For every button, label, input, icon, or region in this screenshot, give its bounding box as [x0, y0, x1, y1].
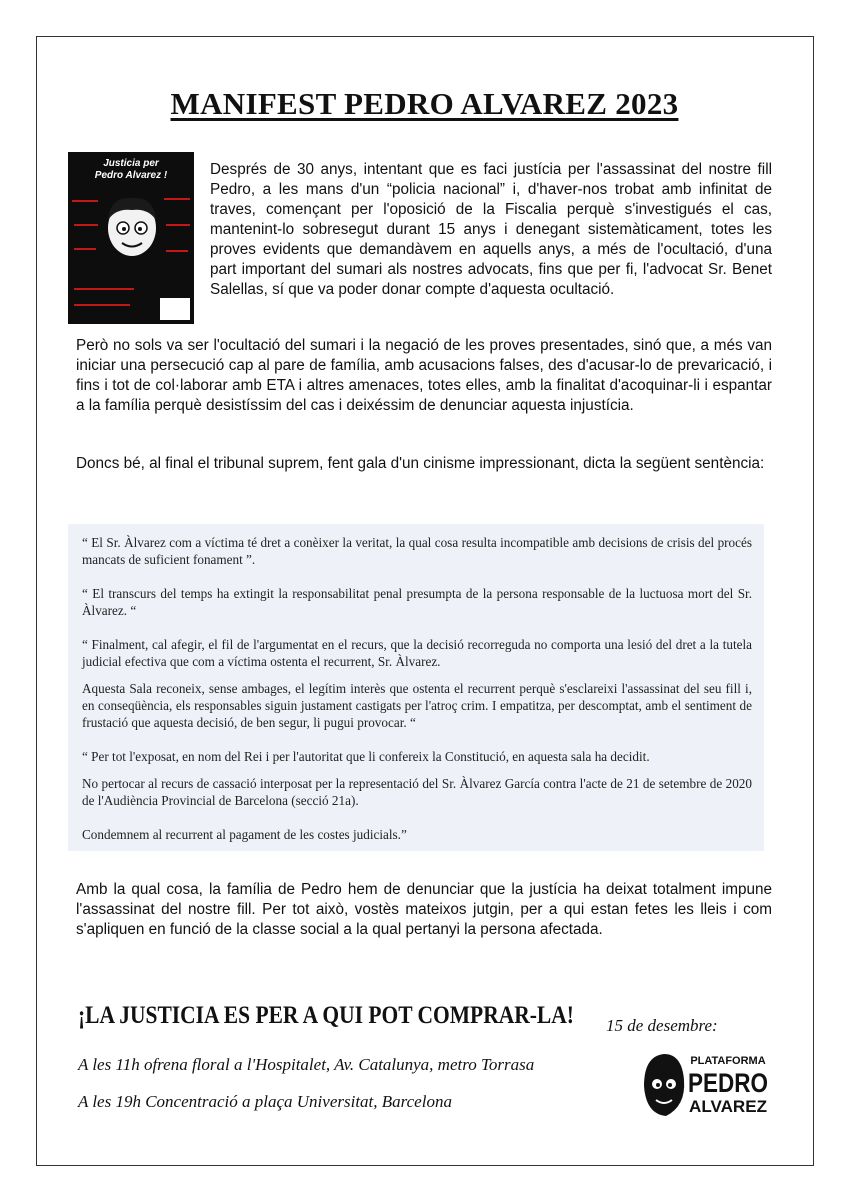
- event-offering: A les 11h ofrena floral a l'Hospitalet, Av. Catalunya, metro Torrasa: [78, 1055, 535, 1074]
- event-date: 15 de desembre:: [606, 1016, 718, 1035]
- conclusion-paragraph: Amb la qual cosa, la família de Pedro hem de denunciar que la justícia ha deixat totalment impune l'assassinat del nostre fill. Per tot això, vostès mateixos jutgin, per a qui estan fetes les lleis i com s'apliquen en funció de la classe social a la qual pertanyi la persona afectada.: [76, 881, 772, 938]
- event-rally: A les 19h Concentració a plaça Universitat, Barcelona: [78, 1092, 452, 1111]
- sentence-quote: Aquesta Sala reconeix, sense ambages, el legítim interès que ostenta el recurrent perquè s'esclareixi l'assassinat del seu fill i, en conseqüència, els responsables siguin justament castigats per l'atroç crim. I empatitza, per descomptat, amb el sentiment de frustació que aquesta decisió, de ben segur, li pugui provocar. “: [82, 681, 752, 730]
- sentence-quote: “ El transcurs del temps ha extingit la responsabilitat penal presumpta de la persona responsable de la luctuosa mort del Sr. Àlvarez. “: [82, 586, 752, 618]
- poster-decoration: [72, 200, 98, 202]
- poster-headline: Justicia per Pedro Alvarez !: [94, 158, 168, 181]
- poster-decoration: [74, 288, 134, 290]
- poster-decoration: [166, 224, 190, 226]
- sentence-quote: Condemnem al recurrent al pagament de les costes judicials.”: [82, 827, 407, 842]
- poster-decoration: [74, 224, 98, 226]
- plataforma-pedro-alvarez-logo: [642, 1050, 770, 1120]
- verdict-intro-paragraph: Doncs bé, al final el tribunal suprem, fent gala d'un cinisme impressionant, dicta la següent sentència:: [76, 455, 765, 472]
- campaign-poster-image: [68, 152, 194, 324]
- court-sentence-excerpt: [68, 524, 764, 851]
- page-title: MANIFEST PEDRO ALVAREZ 2023: [170, 86, 679, 121]
- poster-decoration: [164, 198, 190, 200]
- sentence-quote: No pertocar al recurs de cassació interposat per la representació del Sr. Àlvarez García contra l'acte de 21 de setembre de 2020 de l'Audiència Provincial de Barcelona (secció 21a).: [82, 776, 752, 808]
- poster-decoration: [74, 304, 130, 306]
- persecution-paragraph: Però no sols va ser l'ocultació del sumari i la negació de les proves presentades, sinó que, a més van iniciar una persecució cap al pare de família, amb acusacions falses, des d'acusar-lo de prevaricació, i fins i tot de col·laborar amb ETA i altres amenaces, totes elles, amb la finalitat d'acoquinar-li i espantar a la família perquè desistíssim del cas i deixéssim de denunciar aquesta injustícia.: [76, 337, 772, 414]
- poster-decoration: [74, 248, 96, 250]
- logo-face-icon: [644, 1054, 684, 1116]
- intro-paragraph: Després de 30 anys, intentant que es faci justícia per l'assassinat del nostre fill Pedro, a les mans d'un “policia nacional” i, d'haver-nos trobat amb infinitat de traves, començant per l'oposició de la Fiscalia perquè s'investigués el cas, mantenint-lo sobresegut durant 15 anys i denegant sistemàticament, totes les proves evidents que demandàvem en aquells anys, a més de l'ocultació, d'una part important del sumari als nostres advocats, fins que per fi, l'advocat Sr. Benet Salellas, sí que va poder donar compte d'aquesta ocultació.: [210, 161, 772, 298]
- poster-logo: [160, 298, 190, 320]
- sentence-quote: “ Per tot l'exposat, en nom del Rei i per l'autoritat que li confereix la Constitució, en aquesta sala ha decidit.: [82, 749, 650, 764]
- logo-line-1: PLATAFORMA: [690, 1055, 766, 1067]
- logo-line-2: PEDRO: [688, 1068, 768, 1098]
- sentence-quote: “ El Sr. Àlvarez com a víctima té dret a conèixer la veritat, la qual cosa resulta incompatible amb decisions de crisis del procés mancats de suficient fonament ”.: [82, 535, 752, 567]
- face-drawing-icon: [102, 190, 162, 262]
- poster-decoration: [166, 250, 188, 252]
- logo-line-3: ALVAREZ: [689, 1097, 767, 1116]
- slogan: ¡LA JUSTICIA ES PER A QUI POT COMPRAR-LA!: [78, 1002, 574, 1029]
- sentence-quote: “ Finalment, cal afegir, el fil de l'argumentat en el recurs, que la decisió recorreguda no comporta una lesió del dret a la tutela judicial efectiva que com a víctima ostenta el recurrent, Sr. Àlvarez.: [82, 637, 752, 669]
